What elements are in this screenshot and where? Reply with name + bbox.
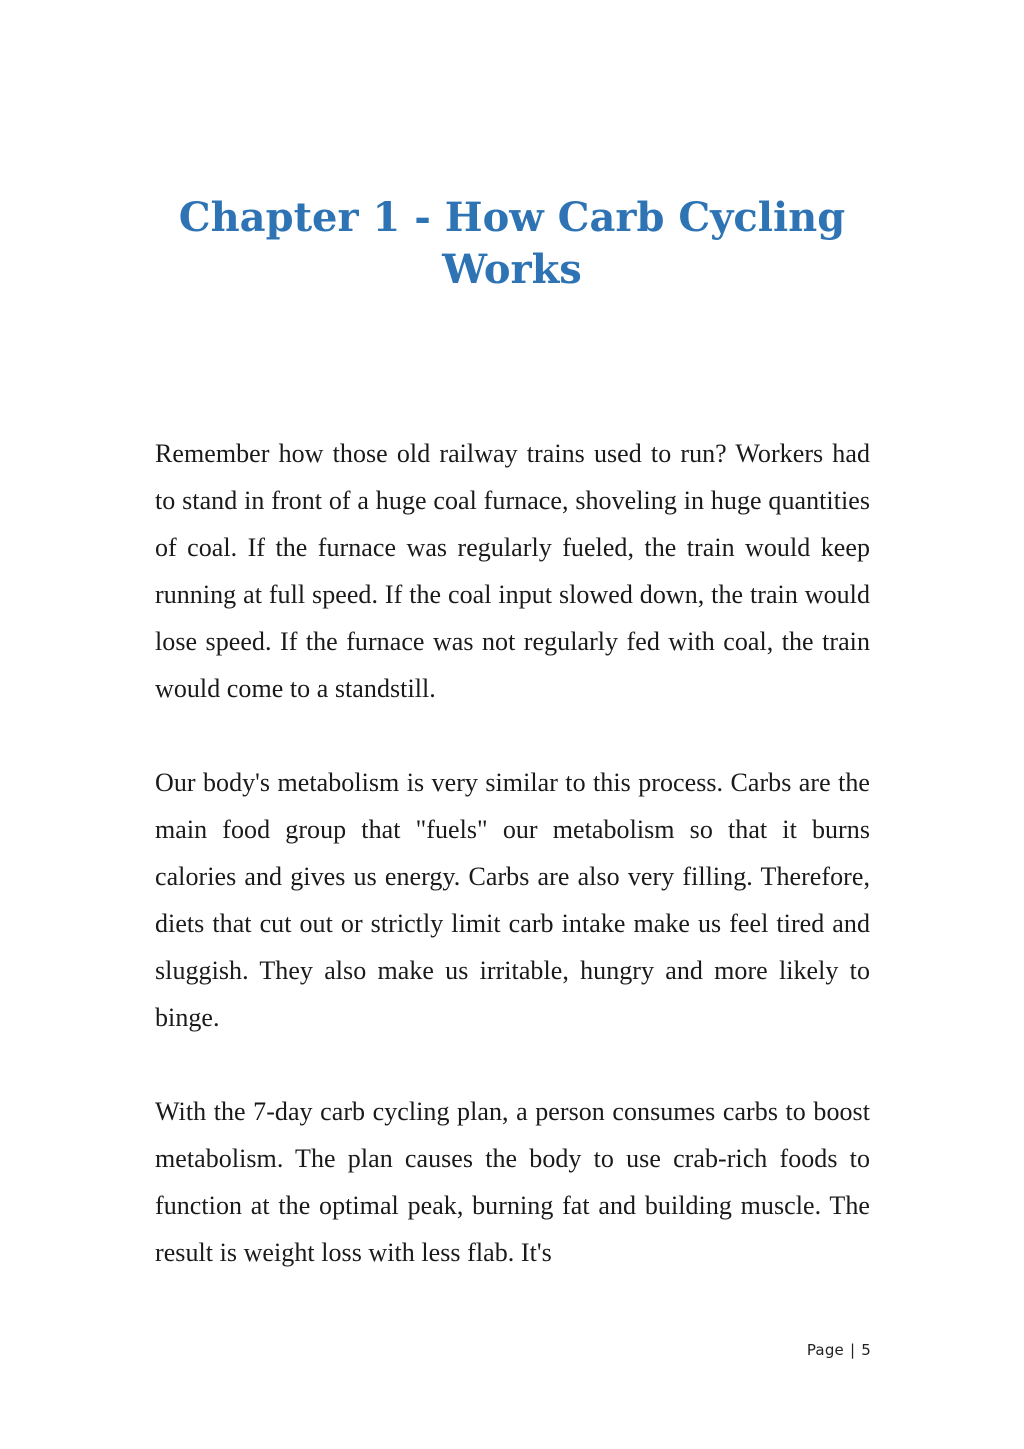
- body-text: [155, 430, 870, 1323]
- page-footer: [807, 1341, 871, 1359]
- paragraph-2: Our body's metabolism is very similar to this process. Carbs are the main food group that "fuels" our metabolism so that it burns calories and gives us energy. Carbs are also very filling. Therefore, diets that cut out or strictly limit carb intake make us feel tired and sluggish. They also make us irritable, hungry and more likely to binge.: [155, 768, 870, 1032]
- paragraph-3: With the 7-day carb cycling plan, a person consumes carbs to boost metabolism. The plan causes the body to use crab-rich foods to function at the optimal peak, burning fat and building muscle. The result is weight loss with less flab. It's: [155, 1097, 870, 1267]
- chapter-title: Chapter 1 - How Carb Cycling Works: [178, 194, 846, 293]
- paragraph-1: Remember how those old railway trains used to run? Workers had to stand in front of a huge coal furnace, shoveling in huge quantities of coal. If the furnace was regularly fueled, the train would keep running at full speed. If the coal input slowed down, the train would lose speed. If the furnace was not regularly fed with coal, the train would come to a standstill.: [155, 439, 870, 703]
- page-separator: |: [849, 1341, 856, 1359]
- page-number: 5: [861, 1341, 871, 1359]
- page-label: Page: [806, 1341, 844, 1359]
